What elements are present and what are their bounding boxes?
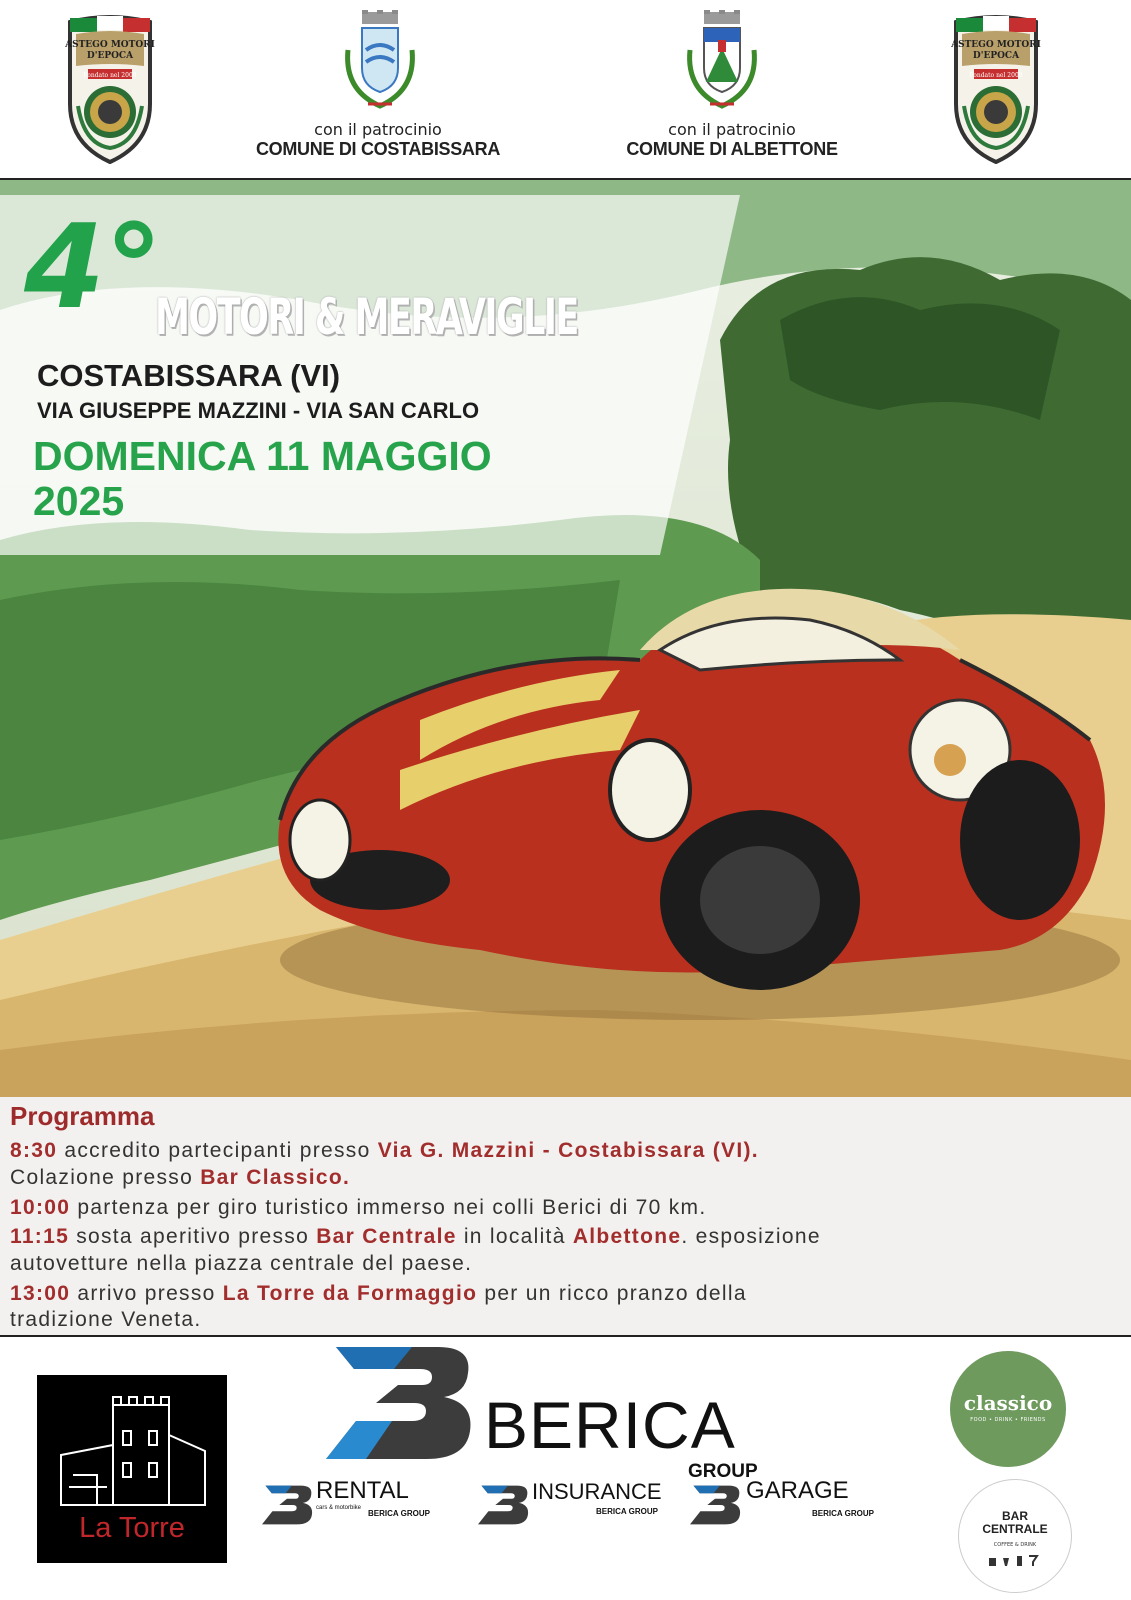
sponsors-footer (0, 1337, 1131, 1600)
programme-line: 11:15 sosta aperitivo presso Bar Centrale in località Albettone. esposizione (10, 1225, 821, 1248)
bar-centrale-wordmark: BAR CENTRALE (982, 1509, 1048, 1536)
garage-group-tag: BERICA GROUP (812, 1509, 874, 1518)
programme-line: 8:30 accredito partecipanti presso Via G. Mazzini - Costabissara (VI). (10, 1139, 759, 1162)
svg-text:Fondato nel 2009: Fondato nel 2009 (83, 72, 137, 79)
programme-line: 13:00 arrivo presso La Torre da Formaggio per un ricco pranzo della (10, 1282, 747, 1305)
patronage-albettone (582, 120, 882, 160)
svg-text:ASTEGO MOTORI: ASTEGO MOTORI (65, 40, 155, 50)
svg-text:D'EPOCA: D'EPOCA (86, 51, 134, 61)
header (0, 0, 1131, 178)
insurance-b-logo-icon (478, 1485, 530, 1525)
astego-shield-icon-right (950, 14, 1042, 164)
rental-subtag: cars & motorbike (316, 1505, 362, 1511)
patronage-costabissara (228, 120, 528, 160)
rental-group-tag: BERICA GROUP (368, 1509, 430, 1518)
event-year: 2025 (33, 478, 125, 524)
patronage-intro: con il patrocinio (314, 120, 442, 139)
svg-text:D'EPOCA: D'EPOCA (972, 51, 1020, 61)
programme-line: autovetture nella piazza centrale del paese. (10, 1252, 473, 1275)
rental-label: RENTAL (316, 1477, 409, 1504)
berica-group-label: GROUP (688, 1461, 758, 1482)
bar-centrale-tagline: COFFEE & DRINK (993, 1542, 1037, 1548)
costabissara-coat-of-arms-icon (340, 10, 420, 110)
event-address: VIA GIUSEPPE MAZZINI - VIA SAN CARLO (37, 398, 480, 423)
bar-centrale-logo (958, 1479, 1072, 1593)
garage-b-logo-icon (690, 1485, 742, 1525)
berica-b-logo-icon (326, 1347, 476, 1459)
programme-line: 10:00 partenza per giro turistico immerso nei colli Berici di 70 km. (10, 1196, 707, 1219)
patronage-name: COMUNE DI COSTABISSARA (255, 139, 501, 159)
astego-shield-icon-left (64, 14, 156, 164)
classico-tagline: FOOD • DRINK • FRIENDS (970, 1417, 1046, 1423)
la-torre-logo (37, 1375, 227, 1563)
berica-wordmark: BERICA (484, 1388, 736, 1462)
event-title: MOTORI & MERAVIGLIE (155, 288, 578, 346)
albettone-coat-of-arms-icon (682, 10, 762, 110)
la-torre-label: La Torre (79, 1512, 185, 1544)
programme-line: Colazione presso Bar Classico. (10, 1166, 351, 1189)
drink-icons (987, 1554, 1043, 1568)
programme-line: tradizione Veneta. (10, 1308, 202, 1331)
classico-wordmark: classico (963, 1391, 1053, 1415)
garage-label: GARAGE (746, 1477, 849, 1504)
programme-section (0, 1097, 1131, 1335)
hero-artwork (0, 180, 1131, 1097)
rental-b-logo-icon (262, 1485, 314, 1525)
svg-text:Fondato nel 2009: Fondato nel 2009 (969, 72, 1023, 79)
event-location: COSTABISSARA (VI) (37, 358, 341, 393)
programme-title: Programma (10, 1101, 155, 1131)
event-date: DOMENICA 11 MAGGIO (33, 433, 492, 479)
svg-text:ASTEGO MOTORI: ASTEGO MOTORI (951, 40, 1041, 50)
classico-logo (950, 1351, 1066, 1467)
patronage-intro: con il patrocinio (668, 120, 796, 139)
edition-number: 4° (24, 200, 163, 335)
insurance-label: INSURANCE (532, 1479, 662, 1504)
patronage-name: COMUNE DI ALBETTONE (626, 139, 838, 159)
insurance-group-tag: BERICA GROUP (596, 1507, 658, 1516)
